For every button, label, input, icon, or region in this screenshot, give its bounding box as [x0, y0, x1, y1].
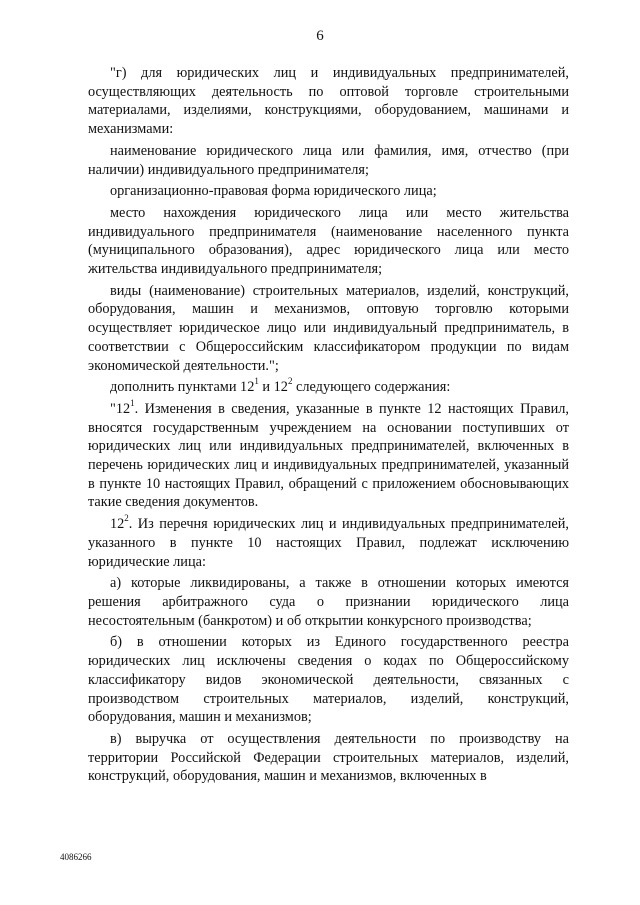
item-12-1-prefix: "12 — [110, 400, 131, 417]
paragraph-supplement — [88, 378, 569, 397]
item-12-1-sup: 1 — [130, 398, 135, 409]
item-12-2-sup: 2 — [124, 513, 129, 524]
item-12-2-text: . Из перечня юридических лиц и индивидуальных предпринимателей, указанного в пункте 10 настоящих Правил, подлежат исключению юридические лица: — [88, 516, 569, 570]
supplement-sup-2: 2 — [287, 376, 293, 387]
document-body — [88, 64, 569, 789]
supplement-sup-1: 1 — [254, 376, 259, 387]
supplement-text-middle: и 12 — [258, 379, 288, 396]
paragraph-location: место нахождения юридического лица или место жительства индивидуального предпринимателя (наименование населенного пункта (муниципального образования), адрес юридического лица или место жительства индивидуального предпринимателя; — [88, 204, 569, 278]
supplement-text-after: следующего содержания: — [292, 379, 451, 396]
paragraph-types: виды (наименование) строительных материалов, изделий, конструкций, оборудования, машин и механизмов, оптовую торговлю которыми осуществляет юридическое лицо или индивидуальный предприниматель, в соответствии с Общероссийским классификатором продукции по видам экономической деятельности."; — [88, 282, 569, 374]
paragraph-name: наименование юридического лица или фамилия, имя, отчество (при наличии) индивидуального предпринимателя; — [88, 142, 569, 178]
paragraph-wholesale-heading: "г) для юридических лиц и индивидуальных предпринимателей, осуществляющих деятельность по оптовой торговле строительными материалами, изделиями, конструкциями, оборудованием, машинами и механизмами: — [88, 65, 569, 138]
item-12-2-prefix: 12 — [110, 516, 125, 533]
subitem-v: в) выручка от осуществления деятельности по производству на территории Российской Федерации строительных материалов, изделий, конструкций, оборудования, машин и механизмов, включенных в — [88, 730, 569, 785]
page-number: 6 — [316, 28, 324, 44]
subitem-a: а) которые ликвидированы, а также в отношении которых имеются решения арбитражного суда о признании юридического лица несостоятельным (банкротом) и об открытии конкурсного производства; — [88, 575, 569, 629]
supplement-text-before: дополнить пунктами 12 — [110, 379, 255, 396]
subitem-b: б) в отношении которых из Единого государственного реестра юридических лиц исключены сведения о кодах по Общероссийскому классификатору видов экономической деятельности, связанных с производством строительных материалов, изделий, конструкций, оборудования, машин и механизмов; — [88, 634, 569, 726]
document-id: 4086266 — [60, 852, 92, 862]
item-12-1-text: . Изменения в сведения, указанные в пункте 12 настоящих Правил, вносятся государственным учреждением на основании поступивших от юридических лиц или индивидуальных предпринимателей, включенных в перечень юридических лиц и индивидуальных предпринимателей, указанный в пункте 10 настоящих Правил, обращений с приложением обосновывающих такие сведения документов. — [88, 400, 569, 511]
paragraph-legal-form: организационно-правовая форма юридического лица; — [110, 183, 437, 200]
paragraph-item-12-1 — [88, 400, 569, 512]
paragraph-item-12-2 — [88, 515, 569, 571]
